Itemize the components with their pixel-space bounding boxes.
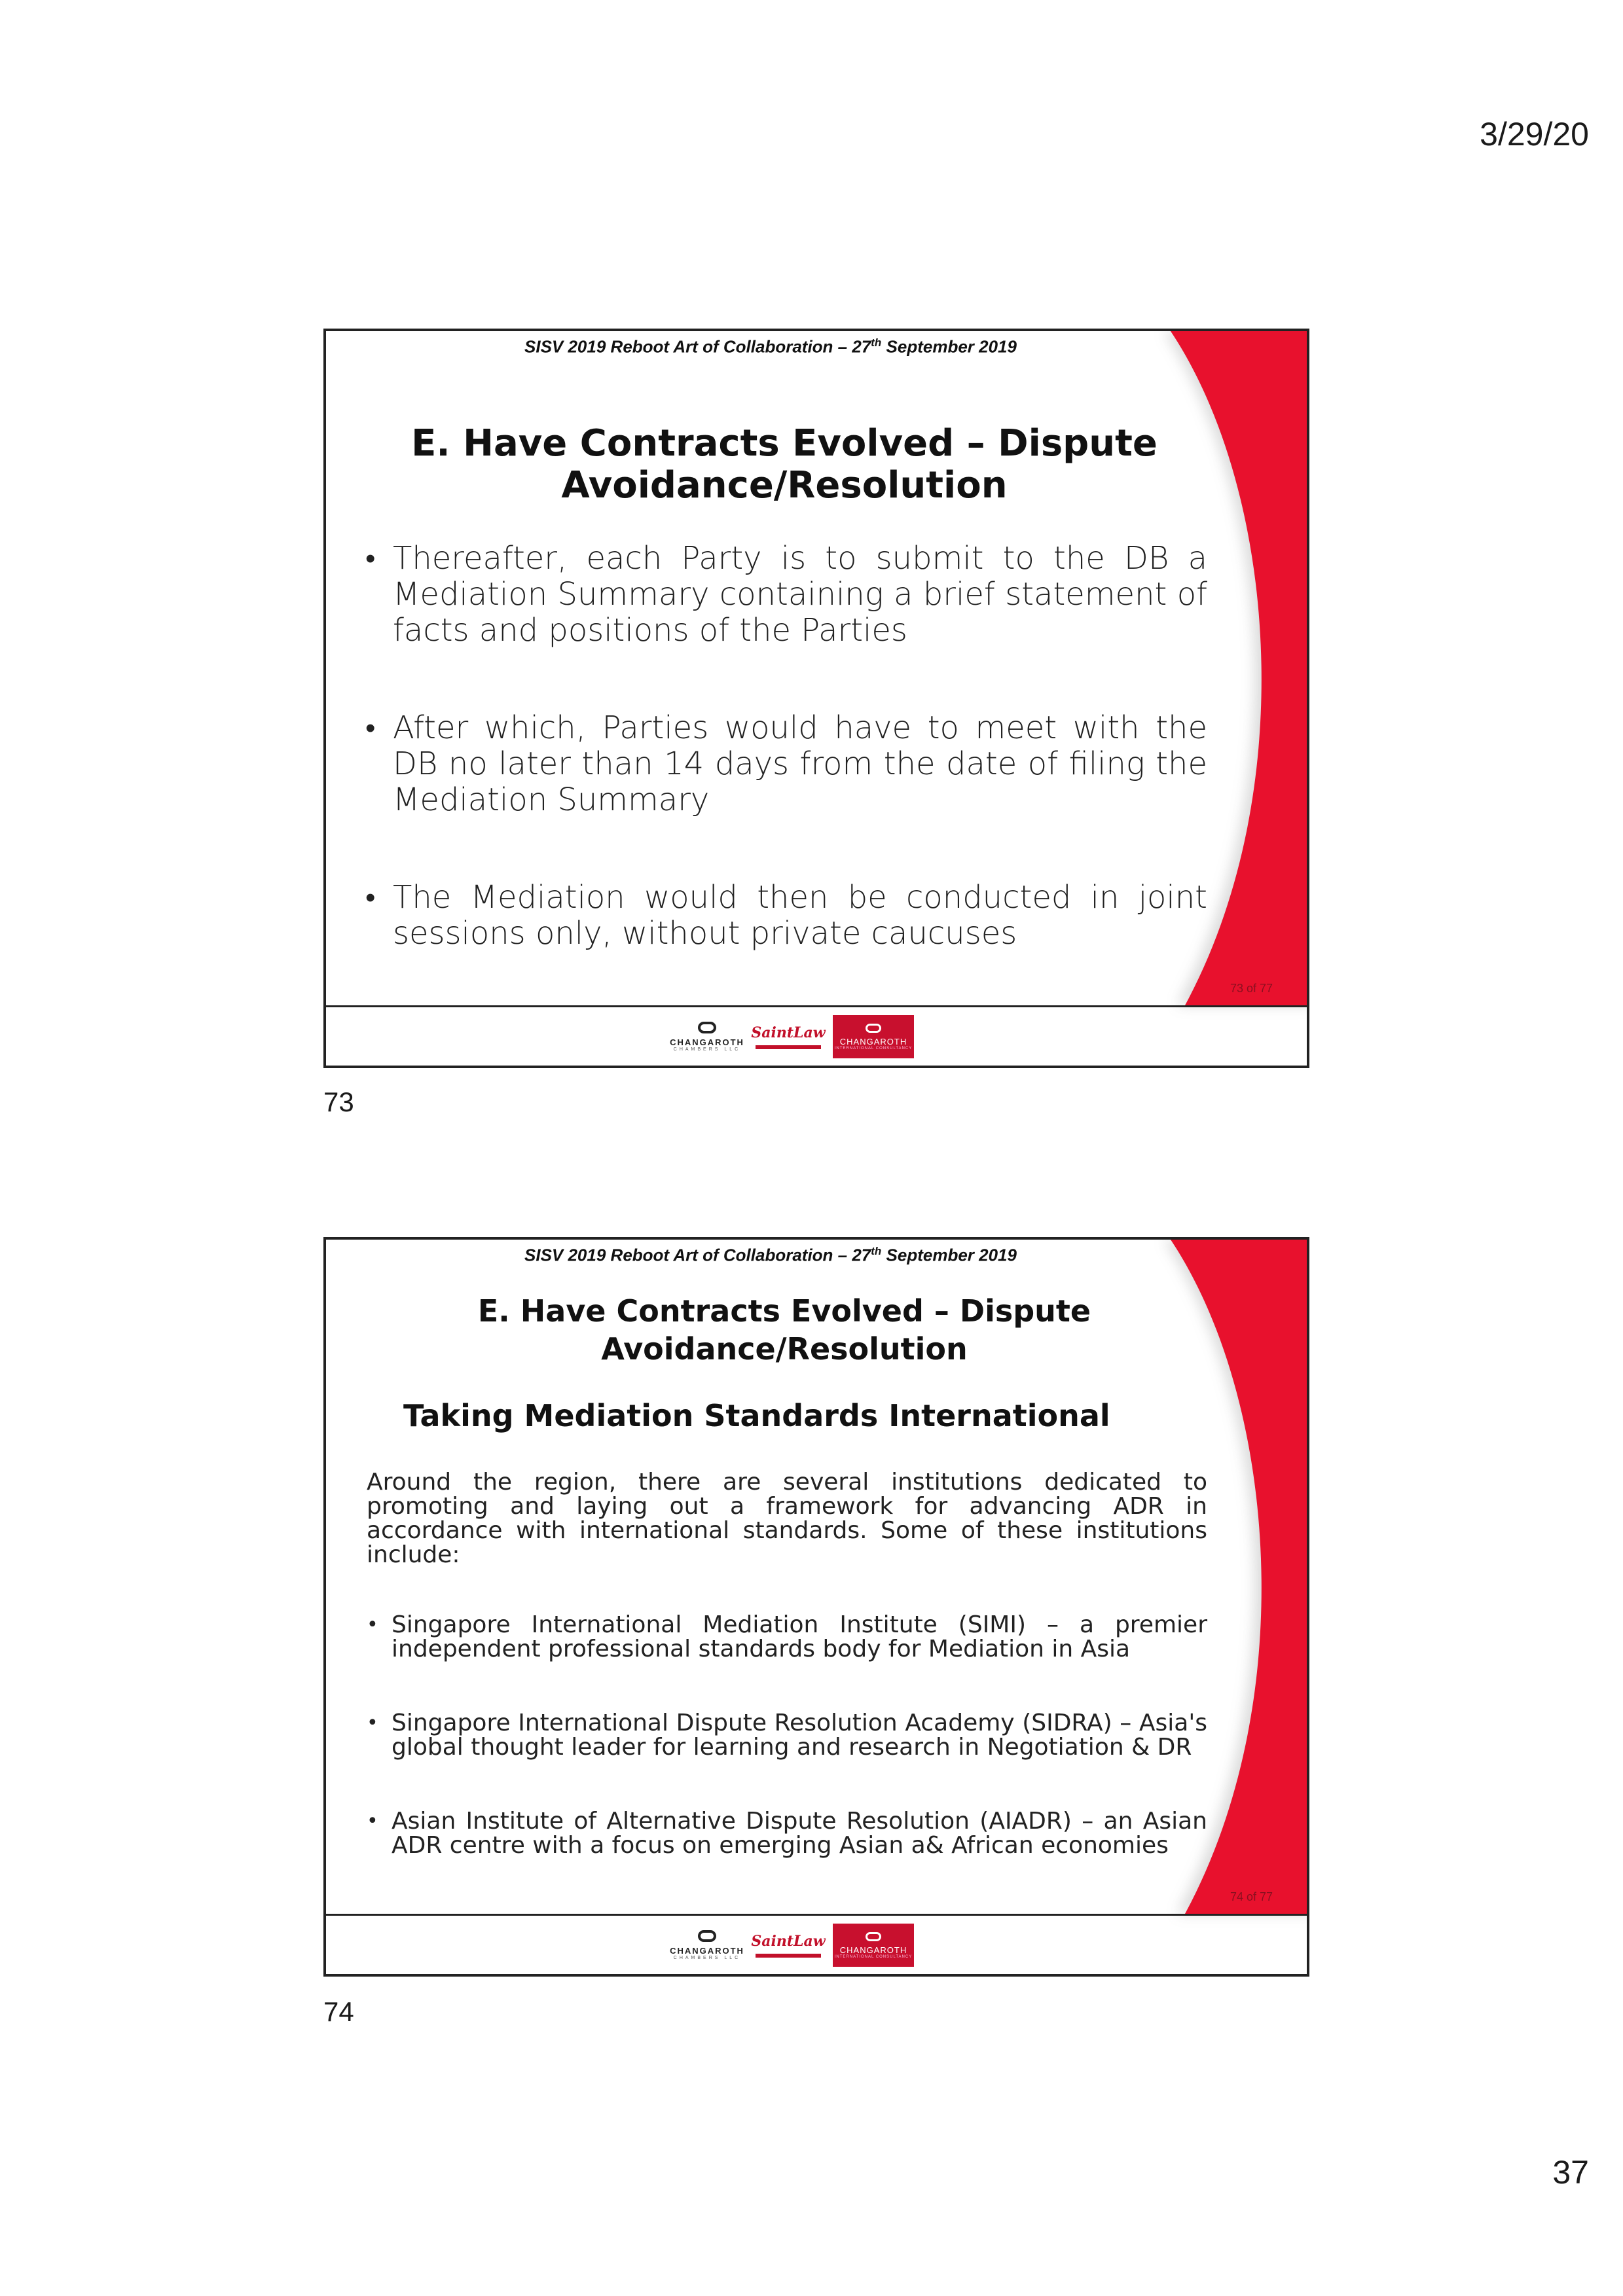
changaroth-consultancy-logo: CHANGAROTH INTERNATIONAL CONSULTANCY bbox=[833, 1924, 914, 1967]
saintlaw-logo: SaintLaw bbox=[752, 1924, 825, 1967]
page-number: 37 bbox=[1552, 2154, 1589, 2191]
slide-subtitle: Taking Mediation Standards International bbox=[403, 1398, 1110, 1433]
slide-73 bbox=[323, 329, 1309, 1068]
slide-header: SISV 2019 Reboot Art of Collaboration – 27th September 2019 bbox=[524, 1245, 1017, 1265]
slide-74 bbox=[323, 1237, 1309, 1977]
footer-logos bbox=[670, 1012, 914, 1062]
slide-page-tag: 73 of 77 bbox=[1230, 982, 1273, 995]
bullet-item: • The Mediation would then be conducted in joint sessions only, without private caucuses bbox=[365, 880, 1207, 952]
slide-page-tag: 74 of 77 bbox=[1230, 1890, 1273, 1903]
slide-number-label: 73 bbox=[323, 1086, 354, 1117]
saintlaw-logo: SaintLaw bbox=[752, 1015, 825, 1058]
footer-logos bbox=[670, 1920, 914, 1970]
page-date: 3/29/20 bbox=[1480, 116, 1589, 152]
intro-paragraph: Around the region, there are several institutions dedicated to promoting and laying out a framework for advancing ADR in accordance with international standards. Some of these institutions include: bbox=[367, 1469, 1207, 1568]
bullet-list bbox=[367, 1613, 1207, 1907]
footer-divider bbox=[326, 1914, 1307, 1916]
changaroth-consultancy-logo: CHANGAROTH INTERNATIONAL CONSULTANCY bbox=[833, 1015, 914, 1058]
changaroth-chambers-logo: CHANGAROTH CHAMBERS LLC bbox=[670, 1015, 744, 1058]
slide-number-label: 74 bbox=[323, 1996, 354, 2027]
bullet-list bbox=[365, 541, 1207, 1013]
bullet-item: • Asian Institute of Alternative Dispute Resolution (AIADR) – an Asian ADR centre with a focus on emerging Asian a& African economies bbox=[367, 1809, 1207, 1857]
changaroth-chambers-logo: CHANGAROTH CHAMBERS LLC bbox=[670, 1924, 744, 1967]
bullet-item: • Singapore International Dispute Resolution Academy (SIDRA) – Asia's global thought leader for learning and research in Negotiation & DR bbox=[367, 1711, 1207, 1759]
bullet-item: • After which, Parties would have to meet with the DB no later than 14 days from the date of filing the Mediation Summary bbox=[365, 710, 1207, 818]
slide-title: E. Have Contracts Evolved – Dispute Avoidance/Resolution bbox=[477, 1293, 1091, 1367]
bullet-item: • Singapore International Mediation Institute (SIMI) – a premier independent professional standards body for Mediation in Asia bbox=[367, 1613, 1207, 1661]
slide-header: SISV 2019 Reboot Art of Collaboration – 27th September 2019 bbox=[524, 336, 1017, 357]
bullet-item: • Thereafter, each Party is to submit to the DB a Mediation Summary containing a brief statement of facts and positions of the Parties bbox=[365, 541, 1207, 649]
footer-divider bbox=[326, 1005, 1307, 1007]
slide-title: E. Have Contracts Evolved – Dispute Avoidance/Resolution bbox=[411, 422, 1158, 507]
